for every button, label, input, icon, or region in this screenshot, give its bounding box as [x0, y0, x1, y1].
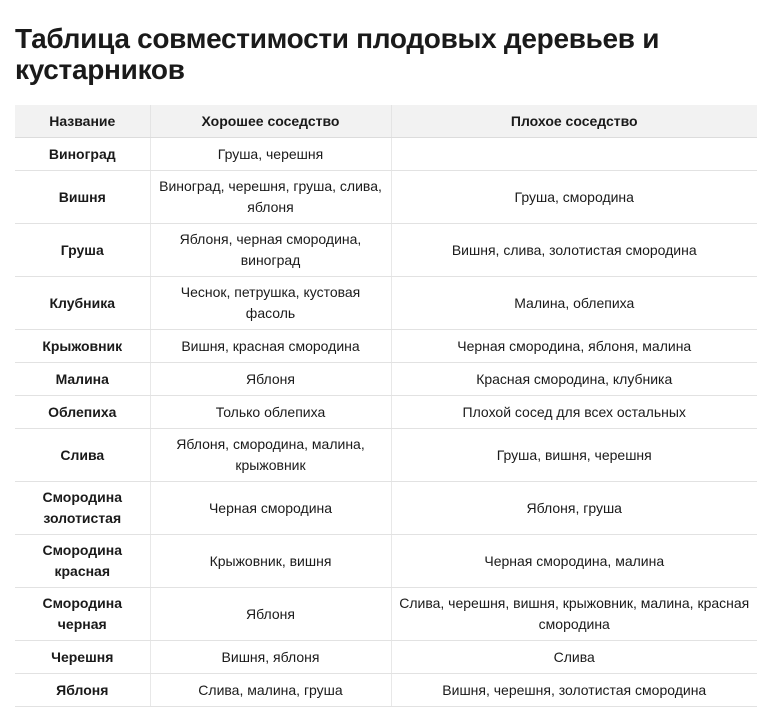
header-bad: Плохое соседство [391, 105, 757, 138]
compatibility-table [15, 105, 757, 707]
table-row [15, 138, 757, 171]
bad-neighbors: Слива, черешня, вишня, крыжовник, малина, красная смородина [391, 588, 757, 641]
plant-name: Крыжовник [15, 330, 150, 363]
table-row [15, 674, 757, 707]
good-neighbors: Слива, малина, груша [150, 674, 391, 707]
plant-name: Виноград [15, 138, 150, 171]
plant-name: Клубника [15, 277, 150, 330]
table-row [15, 277, 757, 330]
plant-name: Слива [15, 429, 150, 482]
good-neighbors: Чеснок, петрушка, кустовая фасоль [150, 277, 391, 330]
plant-name: Груша [15, 224, 150, 277]
bad-neighbors: Красная смородина, клубника [391, 363, 757, 396]
bad-neighbors: Груша, вишня, черешня [391, 429, 757, 482]
good-neighbors: Только облепиха [150, 396, 391, 429]
bad-neighbors [391, 138, 757, 171]
good-neighbors: Груша, черешня [150, 138, 391, 171]
page-title: Таблица совместимости плодовых деревьев и кустарников [15, 23, 660, 85]
good-neighbors: Виноград, черешня, груша, слива, яблоня [150, 171, 391, 224]
bad-neighbors: Вишня, слива, золотистая смородина [391, 224, 757, 277]
bad-neighbors: Груша, смородина [391, 171, 757, 224]
bad-neighbors: Яблоня, груша [391, 482, 757, 535]
table-row [15, 535, 757, 588]
good-neighbors: Яблоня, смородина, малина, крыжовник [150, 429, 391, 482]
table-row [15, 363, 757, 396]
table-row [15, 171, 757, 224]
table-row [15, 641, 757, 674]
good-neighbors: Вишня, яблоня [150, 641, 391, 674]
plant-name: Яблоня [15, 674, 150, 707]
header-row [15, 105, 757, 138]
table-row [15, 330, 757, 363]
plant-name: Смородина черная [15, 588, 150, 641]
bad-neighbors: Вишня, черешня, золотистая смородина [391, 674, 757, 707]
bad-neighbors: Малина, облепиха [391, 277, 757, 330]
bad-neighbors: Черная смородина, малина [391, 535, 757, 588]
table-row [15, 429, 757, 482]
plant-name: Смородина золотистая [15, 482, 150, 535]
header-name: Название [15, 105, 150, 138]
good-neighbors: Яблоня, черная смородина, виноград [150, 224, 391, 277]
plant-name: Черешня [15, 641, 150, 674]
table-body [15, 138, 757, 707]
header-good: Хорошее соседство [150, 105, 391, 138]
plant-name: Малина [15, 363, 150, 396]
good-neighbors: Черная смородина [150, 482, 391, 535]
bad-neighbors: Слива [391, 641, 757, 674]
plant-name: Облепиха [15, 396, 150, 429]
good-neighbors: Яблоня [150, 363, 391, 396]
bad-neighbors: Плохой сосед для всех остальных [391, 396, 757, 429]
table-row [15, 396, 757, 429]
plant-name: Вишня [15, 171, 150, 224]
plant-name: Смородина красная [15, 535, 150, 588]
table-row [15, 482, 757, 535]
good-neighbors: Вишня, красная смородина [150, 330, 391, 363]
table-header [15, 105, 757, 138]
table-row [15, 224, 757, 277]
table-row [15, 588, 757, 641]
bad-neighbors: Черная смородина, яблоня, малина [391, 330, 757, 363]
good-neighbors: Яблоня [150, 588, 391, 641]
good-neighbors: Крыжовник, вишня [150, 535, 391, 588]
